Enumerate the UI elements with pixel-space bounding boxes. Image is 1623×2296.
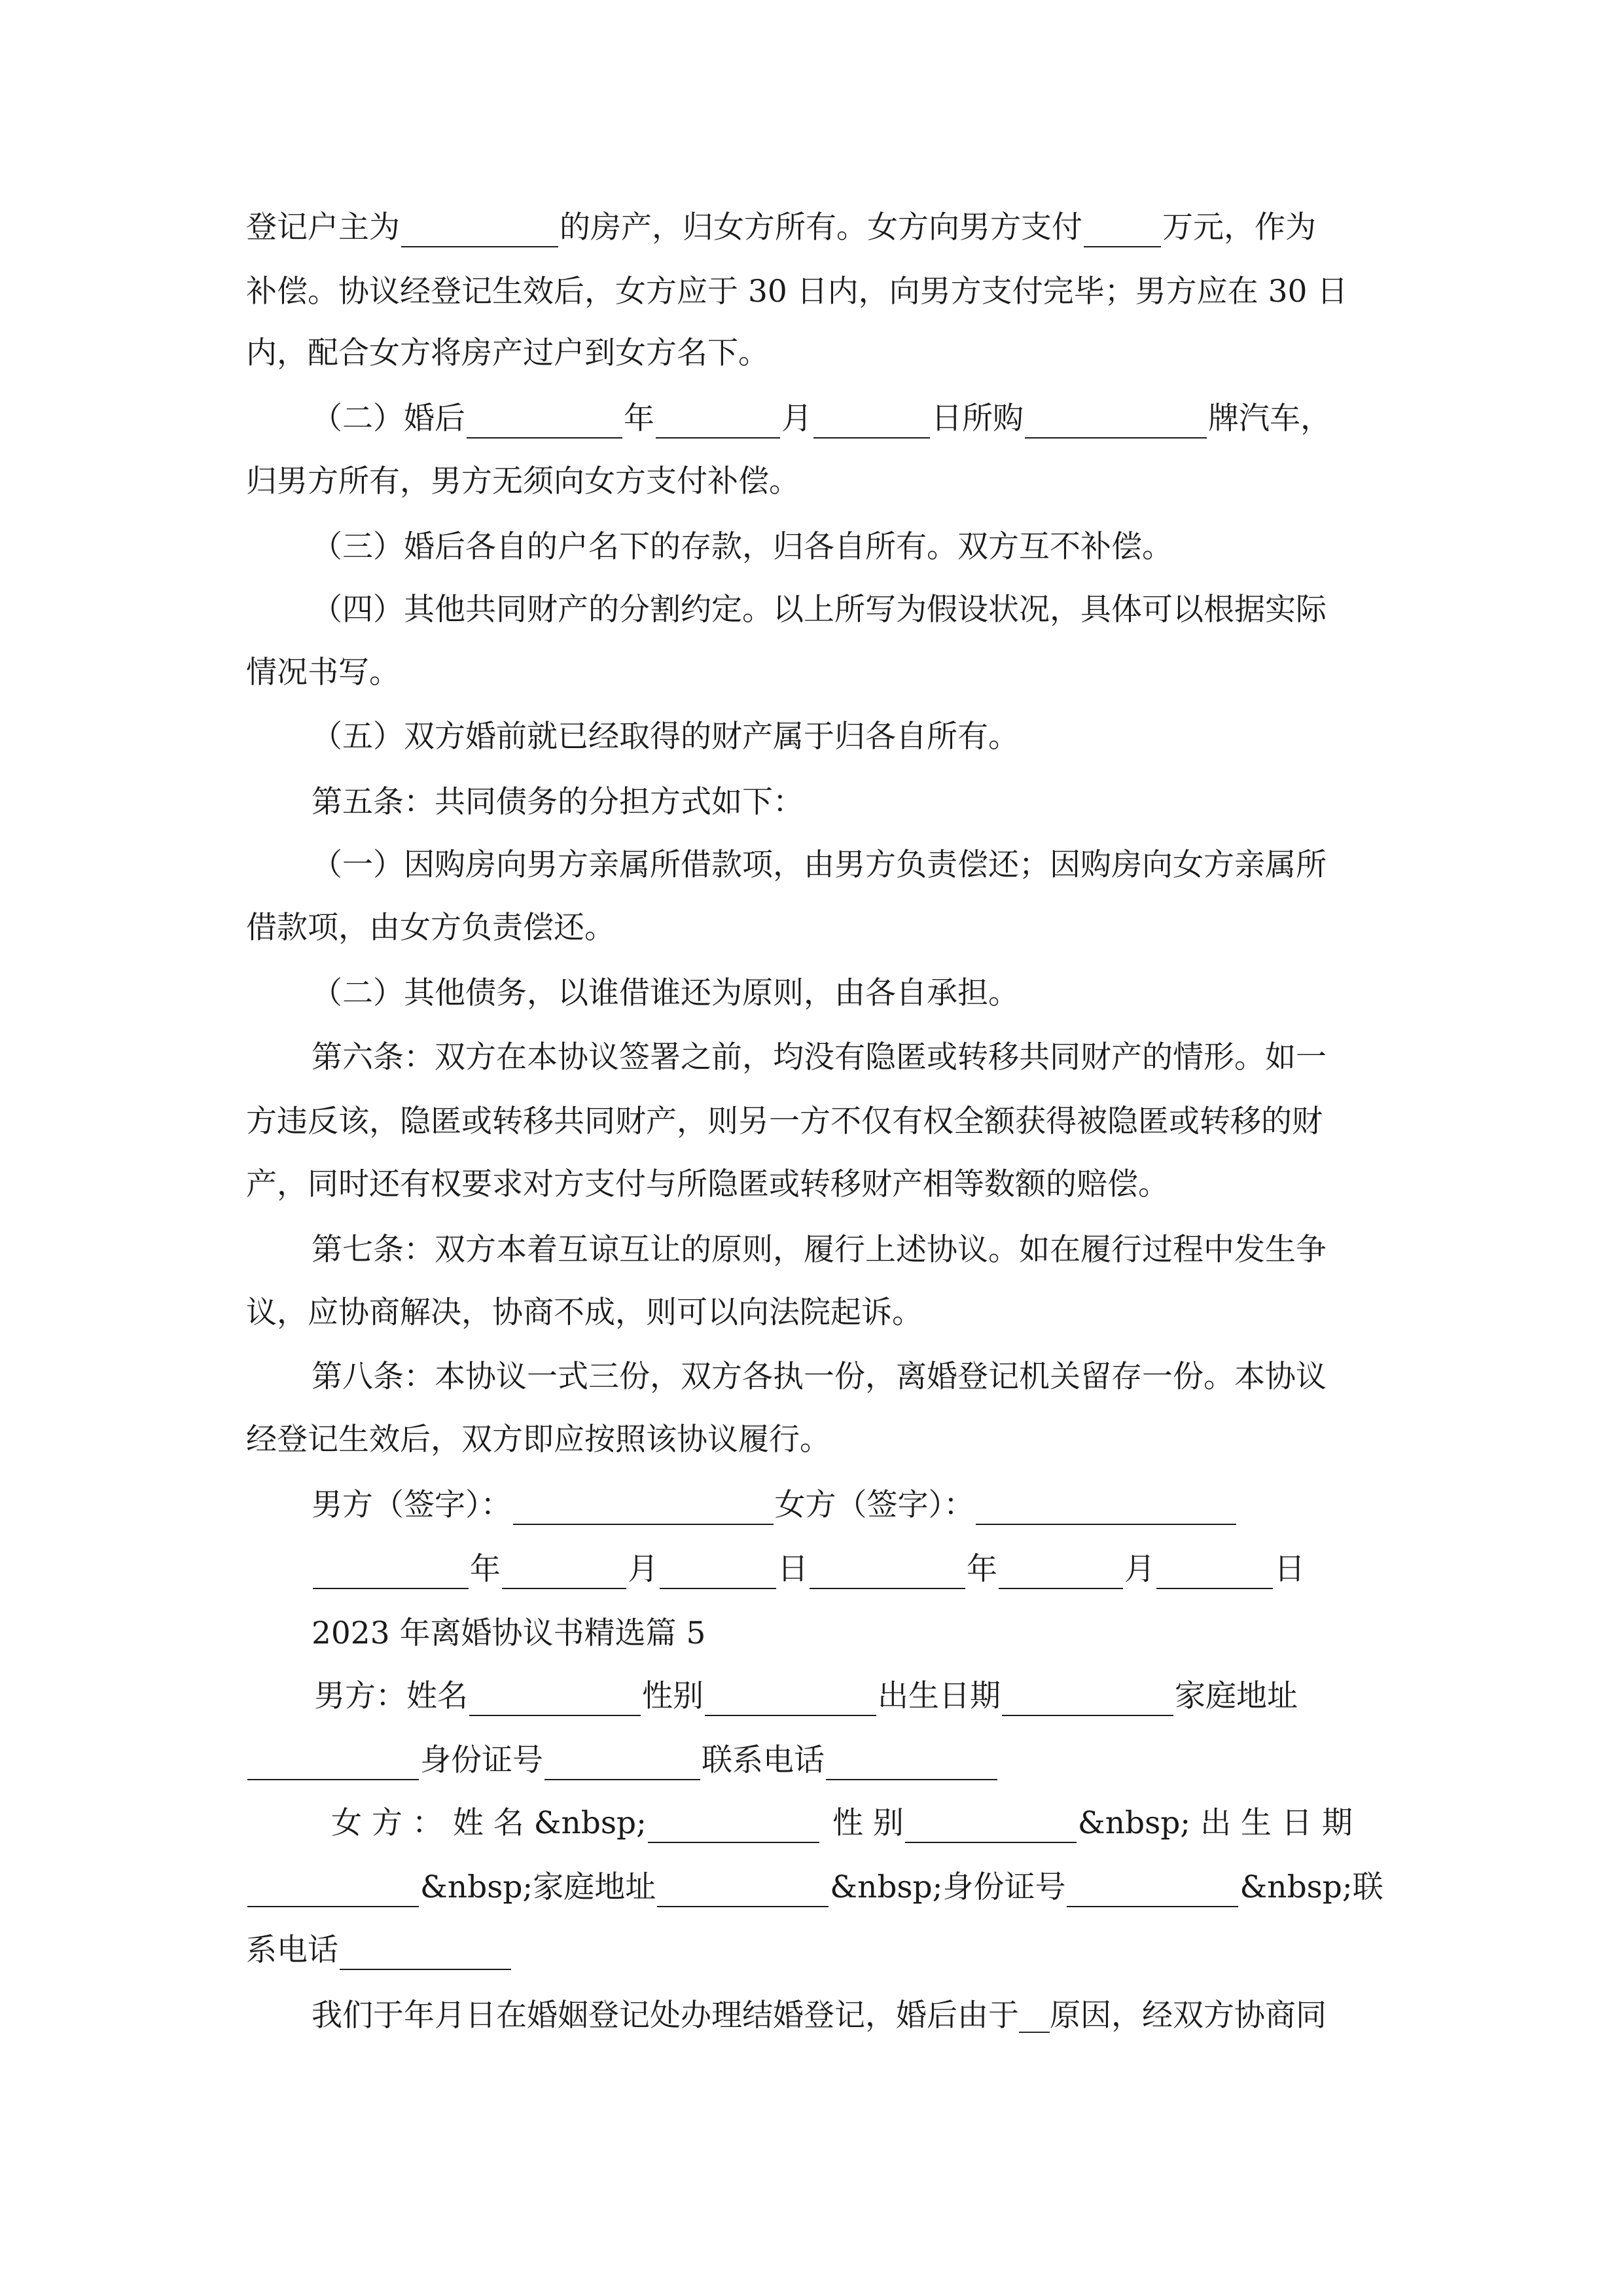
paragraph-line: （一）因购房向男方亲属所借款项，由男方负责偿还；因购房向女方亲属所: [312, 847, 1327, 883]
paragraph-line: 登记户主为 的房产，归女方所有。女方向男方支付 万元，作为: [246, 208, 1316, 247]
paragraph-line: 第六条：双方在本协议签署之前，均没有隐匿或转移共同财产的情形。如一: [312, 1039, 1327, 1075]
form-line: 女 方 ： 姓 名 &nbsp; 性 别 &nbsp; 出 生 日 期: [331, 1804, 1353, 1843]
paragraph-line: 归男方所有，男方无须向女方支付补偿。: [246, 463, 800, 499]
paragraph-line: 议，应协商解决，协商不成，则可以向法院起诉。: [246, 1295, 923, 1331]
form-line: 男方：姓名 性别 出生日期 家庭地址: [314, 1677, 1298, 1716]
section-title: 2023 年离婚协议书精选篇 5: [312, 1615, 706, 1651]
signature-line: 男方（签字）： 女方（签字）：: [312, 1486, 1238, 1525]
paragraph-line: 第八条：本协议一式三份，双方各执一份，离婚登记机关留存一份。本协议: [312, 1359, 1327, 1395]
paragraph-line: 我们于年月日在婚姻登记处办理结婚登记，婚后由于__原因，经双方协商同: [312, 1998, 1327, 2034]
form-line: &nbsp;家庭地址 &nbsp;身份证号 &nbsp;联: [246, 1868, 1383, 1907]
paragraph-line: 内，配合女方将房产过户到女方名下。: [246, 335, 769, 371]
paragraph-line: （二）婚后 年 月 日所购 牌汽车，: [312, 399, 1331, 439]
paragraph-line: 借款项，由女方负责偿还。: [246, 910, 615, 946]
paragraph-line: （四）其他共同财产的分割约定。以上所写为假设状况，具体可以根据实际: [312, 592, 1327, 628]
paragraph-line: 产，同时还有权要求对方支付与所隐匿或转移财产相等数额的赔偿。: [246, 1166, 1169, 1202]
date-line: 年 月 日 年 月 日: [312, 1550, 1305, 1589]
section-heading: 第五条：共同债务的分担方式如下：: [312, 784, 804, 820]
paragraph-line: 第七条：双方本着互谅互让的原则，履行上述协议。如在履行过程中发生争: [312, 1232, 1327, 1268]
paragraph-line: 方违反该，隐匿或转移共同财产，则另一方不仅有权全额获得被隐匿或转移的财: [246, 1103, 1323, 1139]
paragraph-line: （五）双方婚前就已经取得的财产属于归各自所有。: [312, 719, 1019, 755]
paragraph-line: （三）婚后各自的户名下的存款，归各自所有。双方互不补偿。: [312, 529, 1173, 565]
paragraph-line: 补偿。协议经登记生效后，女方应于 30 日内，向男方支付完毕；男方应在 30 日: [246, 274, 1348, 310]
paragraph-line: （二）其他债务，以谁借谁还为原则，由各自承担。: [312, 975, 1019, 1011]
form-line: 身份证号 联系电话: [246, 1741, 999, 1780]
paragraph-line: 情况书写。: [246, 655, 400, 691]
paragraph-line: 经登记生效后，双方即应按照该协议履行。: [246, 1422, 830, 1458]
form-line: 系电话: [246, 1931, 512, 1970]
